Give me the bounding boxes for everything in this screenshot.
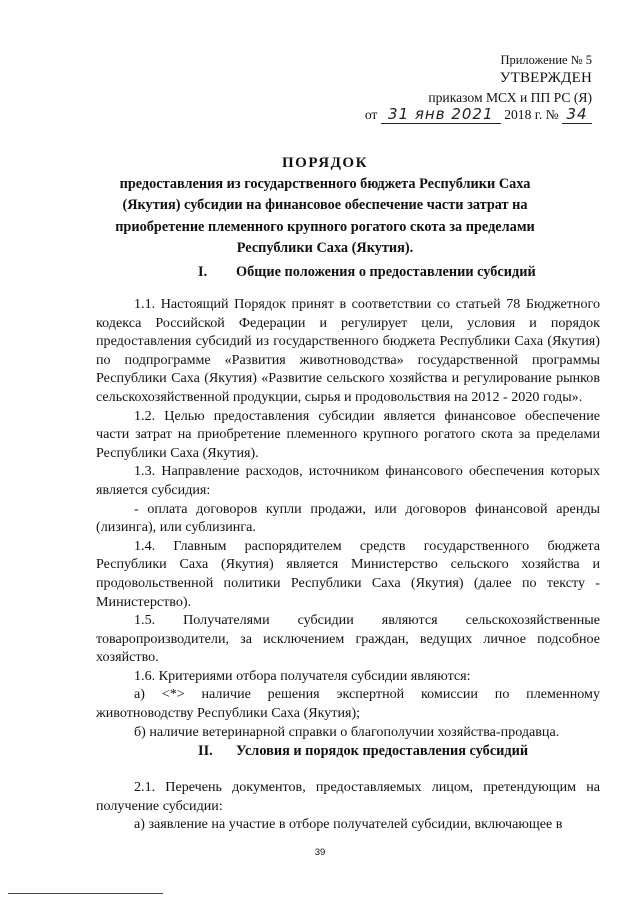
document-title (100, 152, 550, 260)
section-1-number: I. (198, 264, 208, 280)
paragraph-1-3-item: - оплата договоров купли продажи, или договоров финансовой аренды (лизинга), или сублизинга. (96, 500, 600, 536)
title-subtitle: предоставления из государственного бюджета Республики Саха (Якутия) субсидии на финансовое обеспечение части затрат на приобретение племенного крупного рогатого скота за пределами Республики Саха (Якутия). (115, 176, 535, 257)
order-label: приказом МСХ и ПП РС (Я) (428, 90, 592, 105)
section-2-title: Условия и порядок предоставления субсидий (236, 743, 529, 759)
year-number-label: 2018 г. № (504, 107, 559, 122)
paragraph-1-3: 1.3. Направление расходов, источником финансового обеспечения которых является субсидия: (96, 463, 600, 498)
paragraph-2-1: 2.1. Перечень документов, предоставляемых лицом, претендующим на получение субсидии: (96, 779, 600, 814)
title-main: ПОРЯДОК (282, 155, 368, 171)
order-date-line (365, 106, 592, 124)
appendix-label: Приложение № 5 (500, 53, 592, 67)
paragraph-1-6: 1.6. Критериями отбора получателя субсидии являются: (134, 667, 471, 684)
footnote-divider (8, 893, 163, 894)
page-number: 39 (314, 847, 326, 858)
paragraph-1-6-a: а) <*> наличие решения экспертной комиссии по племенному животноводству Республики Саха (Якутия); (96, 686, 600, 722)
paragraph-2-1-a: а) заявление на участие в отборе получателей субсидии, включающее в (134, 816, 563, 833)
section-1-body (96, 295, 600, 741)
approved-label: УТВЕРЖДЕН (499, 70, 592, 86)
handwritten-date: 31 янв 2021 (381, 106, 501, 124)
section-1-title: Общие положения о предоставлении субсидий (236, 264, 536, 280)
paragraph-1-4: 1.4. Главным распорядителем средств государственного бюджета Республики Саха (Якутия) является Министерство сельского хозяйства и продовольственной политики Республики Саха (Якутия) (далее по тексту - Министерство). (96, 537, 600, 610)
handwritten-number: 34 (562, 106, 592, 124)
paragraph-1-6-b: б) наличие ветеринарной справки о благополучии хозяйства-продавца. (134, 723, 560, 740)
date-prefix: от (364, 107, 378, 122)
paragraph-1-2: 1.2. Целью предоставления субсидии является финансовое обеспечение части затрат на приобретение племенного крупного рогатого скота за пределами Республики Саха (Якутия). (96, 407, 600, 461)
paragraph-1-5: 1.5. Получателями субсидии являются сельскохозяйственные товаропроизводители, за исключением граждан, ведущих личное подсобное хозяйство. (96, 612, 600, 666)
paragraph-1-1: 1.1. Настоящий Порядок принят в соответствии со статьей 78 Бюджетного кодекса Российской Федерации и регулирует цели, условия и порядок предоставления субсидий из государственного бюджета Республики Саха (Якутия) по подпрограмме «Развития животноводства» государственной программы Республики Саха (Якутия) «Развитие сельского хозяйства и регулирование рынков сельскохозяйственной продукции, сырья и продовольствия на 2012 - 2020 годы». (96, 296, 600, 405)
section-2-body (96, 778, 600, 834)
section-2-number: II. (198, 743, 213, 759)
